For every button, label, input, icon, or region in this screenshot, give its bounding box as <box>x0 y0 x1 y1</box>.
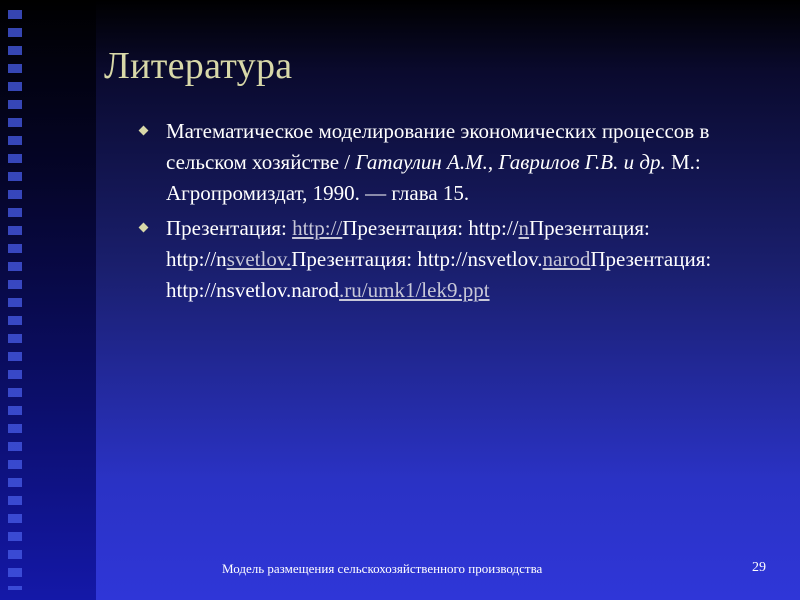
slide-title: Литература <box>104 45 293 87</box>
list-item-presentation <box>138 213 738 306</box>
page-number: 29 <box>752 560 766 575</box>
link-svetlov[interactable]: svetlov. <box>226 247 292 271</box>
presentation-text: Презентация: <box>166 216 293 240</box>
presentation-text: Презентация: http://n <box>166 216 650 271</box>
presentation-text: Презентация: http://nsvetlov. <box>291 247 543 271</box>
presentation-text: Презентация: http://nsvetlov.narod <box>166 247 712 302</box>
slide-footer: Модель размещения сельскохозяйственного производства <box>222 561 543 576</box>
link-ru-umk1-lek9[interactable]: .ru/umk1/lek9.ppt <box>339 278 490 302</box>
reference-title: Математическое моделирование экономических процессов в сельском хозяйстве / <box>166 119 710 174</box>
list-item-literature <box>138 116 738 209</box>
link-n[interactable]: n <box>518 216 530 240</box>
link-http[interactable]: http:// <box>292 216 343 240</box>
left-decorative-strip <box>0 0 96 600</box>
bullet-list <box>138 116 738 310</box>
reference-publisher: М.: Агропромиздат, 1990. — глава 15. <box>166 150 701 205</box>
reference-authors: Гатаулин А.М., Гаврилов Г.В. и др. <box>355 150 666 174</box>
presentation-text: Презентация: http:// <box>342 216 519 240</box>
link-narod[interactable]: narod <box>542 247 591 271</box>
diamond-bullet-icon <box>139 126 149 136</box>
diamond-bullet-icon <box>139 223 149 233</box>
film-strip-squares <box>8 10 22 590</box>
